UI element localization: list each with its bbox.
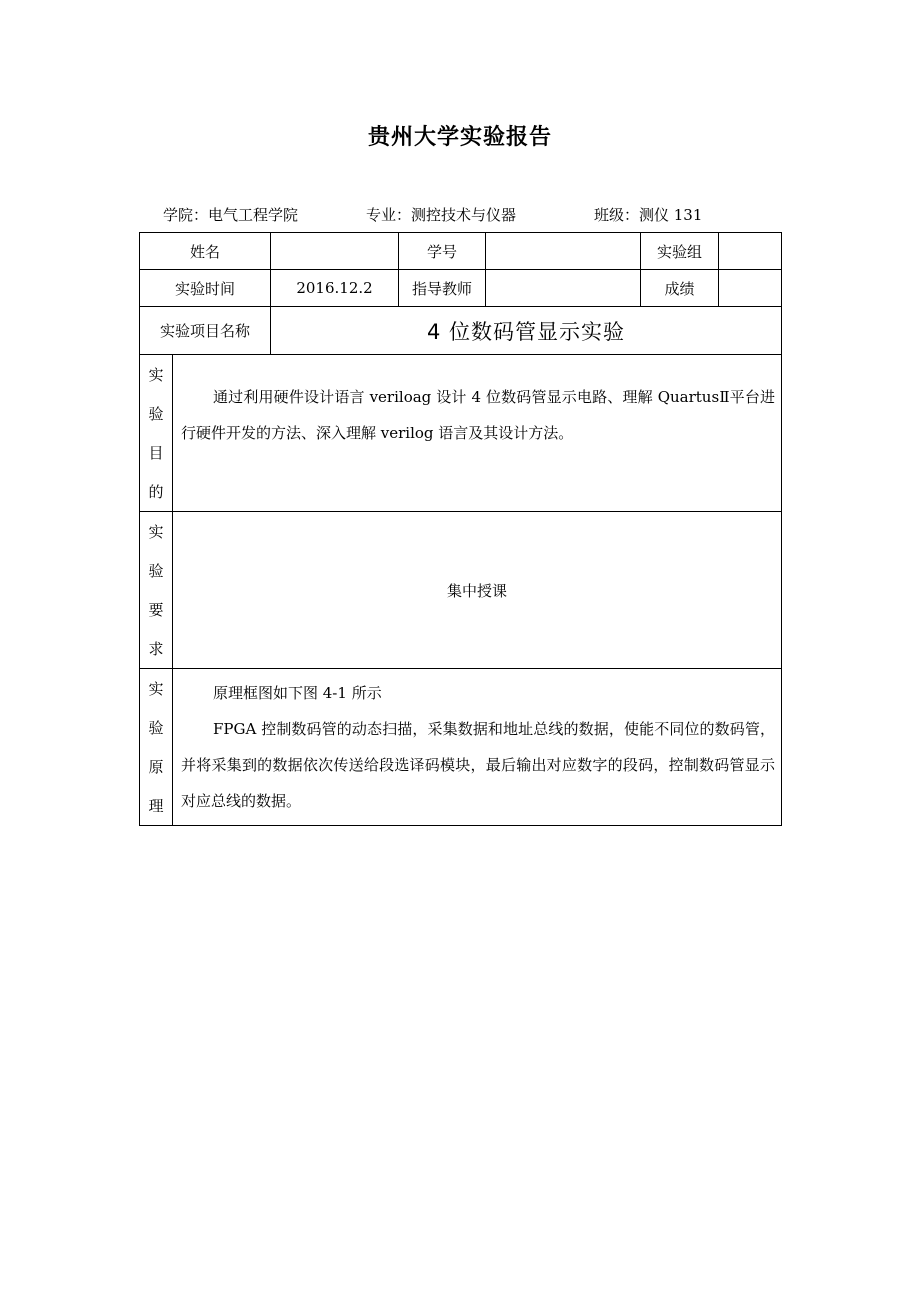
side-char: 验 bbox=[148, 719, 164, 737]
requirement-side-label bbox=[140, 512, 173, 669]
row-purpose bbox=[140, 355, 782, 512]
teacher-value[interactable] bbox=[486, 270, 641, 307]
name-label: 姓名 bbox=[140, 233, 271, 270]
name-value[interactable] bbox=[271, 233, 399, 270]
principle-side-label bbox=[140, 669, 173, 826]
row-project bbox=[140, 307, 782, 355]
id-value[interactable] bbox=[486, 233, 641, 270]
side-char: 求 bbox=[148, 640, 164, 658]
principle-text: FPGA 控制数码管的动态扫描，采集数据和地址总线的数据，使能不同位的数码管，并将采集到的数据依次传送给段选译码模块，最后输出对应数字的段码，控制数码管显示对应总线的数据。 bbox=[181, 720, 776, 810]
id-label: 学号 bbox=[399, 233, 486, 270]
side-char: 验 bbox=[148, 562, 164, 580]
college-info: 学院：电气工程学院 bbox=[163, 206, 299, 224]
teacher-label: 指导教师 bbox=[399, 270, 486, 307]
side-char: 的 bbox=[148, 483, 164, 501]
side-char: 实 bbox=[148, 680, 164, 698]
side-char: 要 bbox=[148, 601, 164, 619]
requirement-text: 集中授课 bbox=[173, 512, 782, 669]
side-char: 验 bbox=[148, 405, 164, 423]
report-title: 贵州大学实验报告 bbox=[367, 125, 552, 150]
time-value: 2016.12.2 bbox=[271, 270, 399, 307]
purpose-text: 通过利用硬件设计语言 veriloag 设计 4 位数码管显示电路、理解 QuartusⅡ平台进行硬件开发的方法、深入理解 verilog 语言及其设计方法。 bbox=[181, 388, 776, 442]
class-info: 班级：测仪 131 bbox=[594, 206, 703, 224]
project-label: 实验项目名称 bbox=[140, 307, 271, 355]
side-char: 目 bbox=[148, 444, 164, 462]
side-char: 实 bbox=[148, 366, 164, 384]
group-label: 实验组 bbox=[641, 233, 719, 270]
side-char: 原 bbox=[148, 758, 164, 776]
principle-line1: 原理框图如下图 4-1 所示 bbox=[213, 684, 382, 702]
row-time bbox=[140, 270, 782, 307]
purpose-content bbox=[173, 355, 782, 512]
project-title: 4 位数码管显示实验 bbox=[271, 307, 782, 355]
row-principle bbox=[140, 669, 782, 826]
side-char: 理 bbox=[148, 797, 164, 815]
major-info: 专业：测控技术与仪器 bbox=[366, 206, 517, 224]
grade-value[interactable] bbox=[719, 270, 782, 307]
side-char: 实 bbox=[148, 523, 164, 541]
row-name bbox=[140, 233, 782, 270]
time-label: 实验时间 bbox=[140, 270, 271, 307]
group-value[interactable] bbox=[719, 233, 782, 270]
grade-label: 成绩 bbox=[641, 270, 719, 307]
principle-content bbox=[173, 669, 782, 826]
purpose-side-label bbox=[140, 355, 173, 512]
report-table bbox=[139, 232, 782, 826]
row-requirement bbox=[140, 512, 782, 669]
